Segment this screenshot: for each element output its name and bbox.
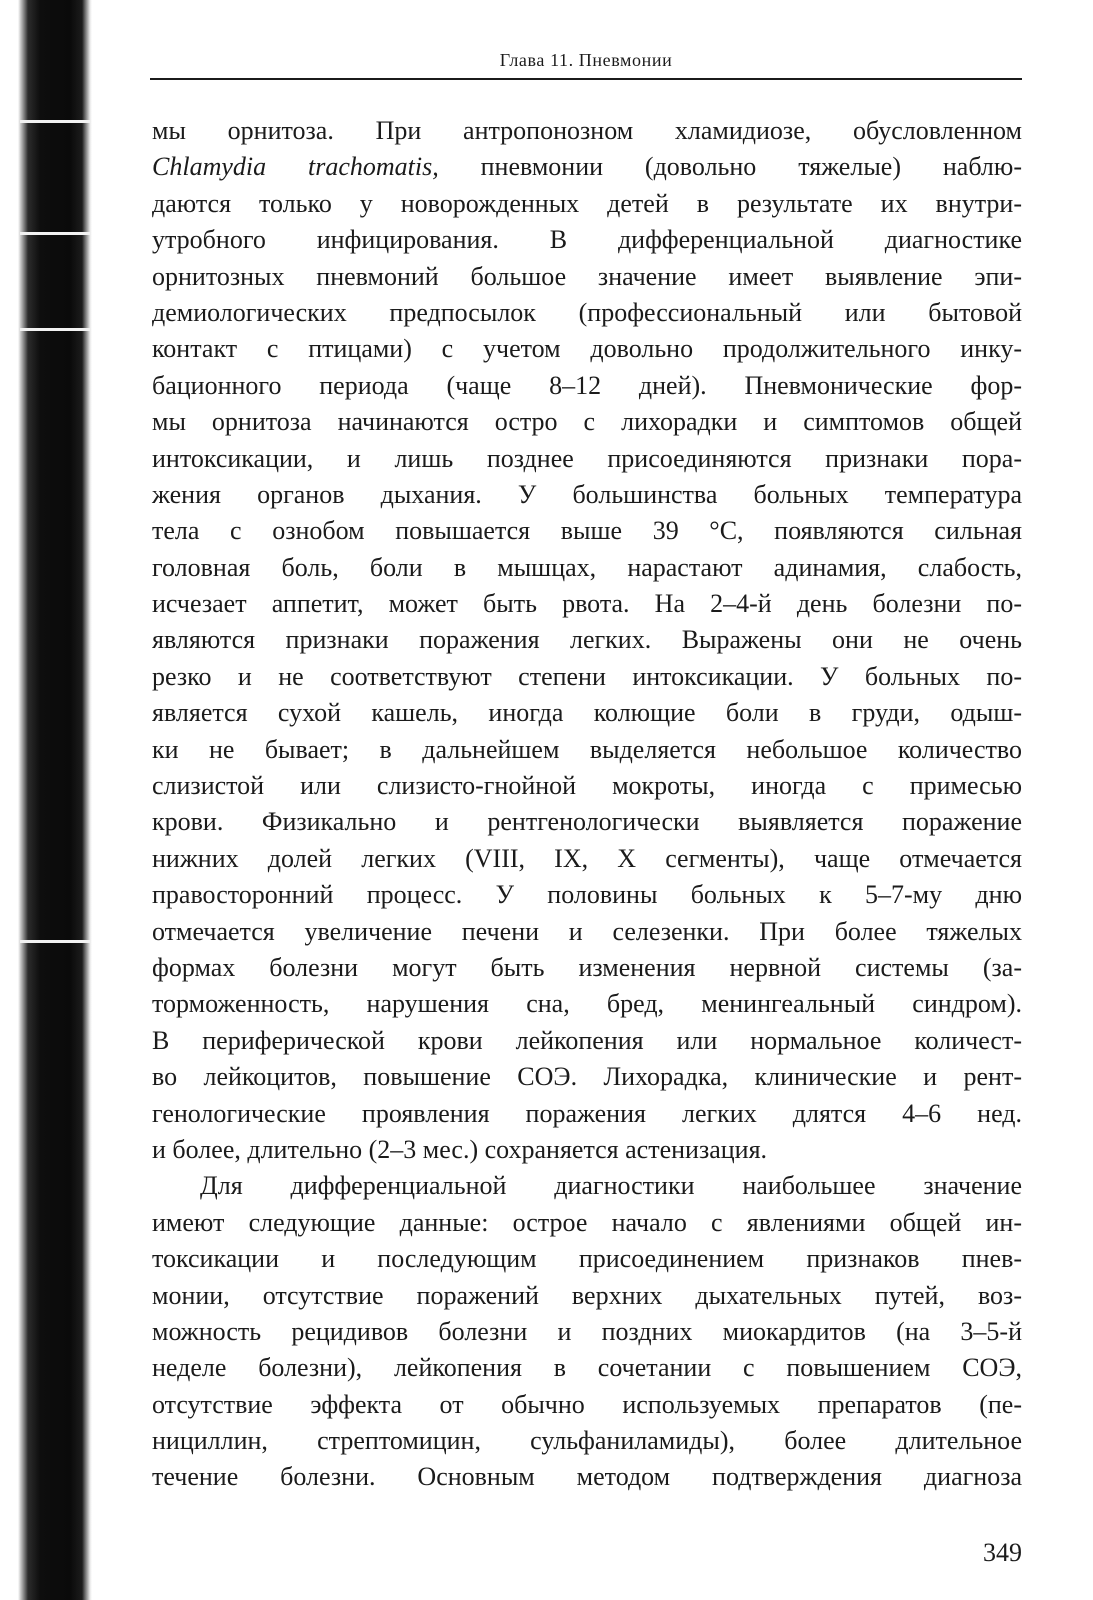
text-line: жения органов дыхания. У большинства больных температура — [152, 479, 1022, 509]
text-line: ки не бывает; в дальнейшем выделяется небольшое количество — [152, 734, 1022, 764]
text-line: токсикации и последующим присоединением признаков пнев- — [152, 1244, 1022, 1274]
text-line: бационного периода (чаще 8–12 дней). Пневмонические фор- — [152, 370, 1022, 400]
text-line: контакт с птицами) с учетом довольно продолжительного инку- — [152, 334, 1022, 364]
text-line — [152, 149, 1022, 185]
header-rule — [150, 78, 1022, 80]
paragraph-first-line: Для дифференциальной диагностики наибольшее значение — [200, 1171, 1022, 1201]
text-line: нижних долей легких (VIII, IX, X сегменты), чаще отмечается — [152, 843, 1022, 873]
text-line: формах болезни могут быть изменения нервной системы (за- — [152, 952, 1022, 982]
text-line: крови. Физикально и рентгенологически выявляется поражение — [152, 807, 1022, 837]
text-line: мы орнитоза начинаются остро с лихорадки и симптомов общей — [152, 407, 1022, 437]
text-line: нициллин, стрептомицин, сульфаниламиды), более длительное — [152, 1426, 1022, 1456]
text-line: исчезает аппетит, может быть рвота. На 2–4-й день болезни по- — [152, 589, 1022, 619]
text-line: слизистой или слизисто-гнойной мокроты, иногда с примесью — [152, 771, 1022, 801]
text-line: мы орнитоза. При антропонозном хламидиозе, обусловленном — [152, 116, 1022, 145]
body-text — [152, 113, 1022, 1496]
text-line: утробного инфицирования. В дифференциальной диагностике — [152, 225, 1022, 255]
text-line: отсутствие эффекта от обычно используемых препаратов (пе- — [152, 1389, 1022, 1419]
spine-gap — [20, 940, 90, 943]
text-line: неделе болезни), лейкопения в сочетании с повышением СОЭ, — [152, 1353, 1022, 1383]
species-name: Chlamydia trachomatis, — [152, 152, 439, 182]
book-spine-shadow — [0, 0, 92, 1600]
text-line: торможенность, нарушения сна, бред, менингеальный синдром). — [152, 989, 1022, 1019]
text-line: генологические проявления поражения легких длятся 4–6 нед. — [152, 1098, 1022, 1128]
spine-gap — [20, 120, 90, 123]
text-line: можность рецидивов болезни и поздних миокардитов (на 3–5-й — [152, 1316, 1022, 1346]
text-line: является сухой кашель, иногда колющие боли в груди, одыш- — [152, 698, 1022, 728]
text-line: головная боль, боли в мышцах, нарастают адинамия, слабость, — [152, 552, 1022, 582]
text-line: даются только у новорожденных детей в результате их внутри- — [152, 188, 1022, 218]
text-line: течение болезни. Основным методом подтверждения диагноза — [152, 1462, 1022, 1492]
spine-gap — [20, 232, 90, 235]
running-head: Глава 11. Пневмонии — [499, 50, 673, 70]
text-line: имеют следующие данные: острое начало с явлениями общей ин- — [152, 1207, 1022, 1237]
text-line-rest: пневмонии (довольно тяжелые) наблю- — [438, 152, 1022, 182]
text-line: во лейкоцитов, повышение СОЭ. Лихорадка, клинические и рент- — [152, 1062, 1022, 1092]
text-line: монии, отсутствие поражений верхних дыхательных путей, воз- — [152, 1280, 1022, 1310]
page-number: 349 — [983, 1538, 1022, 1567]
text-line: интоксикации, и лишь позднее присоединяются признаки пора- — [152, 443, 1022, 473]
text-line: резко и не соответствуют степени интоксикации. У больных по- — [152, 661, 1022, 691]
text-line: являются признаки поражения легких. Выражены они не очень — [152, 625, 1022, 655]
paragraph-last-line: и более, длительно (2–3 мес.) сохраняется астенизация. — [152, 1134, 768, 1164]
spine-gap — [20, 328, 90, 331]
text-line: тела с ознобом повышается выше 39 °С, появляются сильная — [152, 516, 1022, 546]
text-line: правосторонний процесс. У половины больных к 5–7-му дню — [152, 880, 1022, 910]
text-line: В периферической крови лейкопения или нормальное количест- — [152, 1025, 1022, 1055]
text-line: демиологических предпосылок (профессиональный или бытовой — [152, 297, 1022, 327]
text-line: орнитозных пневмоний большое значение имеет выявление эпи- — [152, 261, 1022, 291]
text-line: отмечается увеличение печени и селезенки. При более тяжелых — [152, 916, 1022, 946]
